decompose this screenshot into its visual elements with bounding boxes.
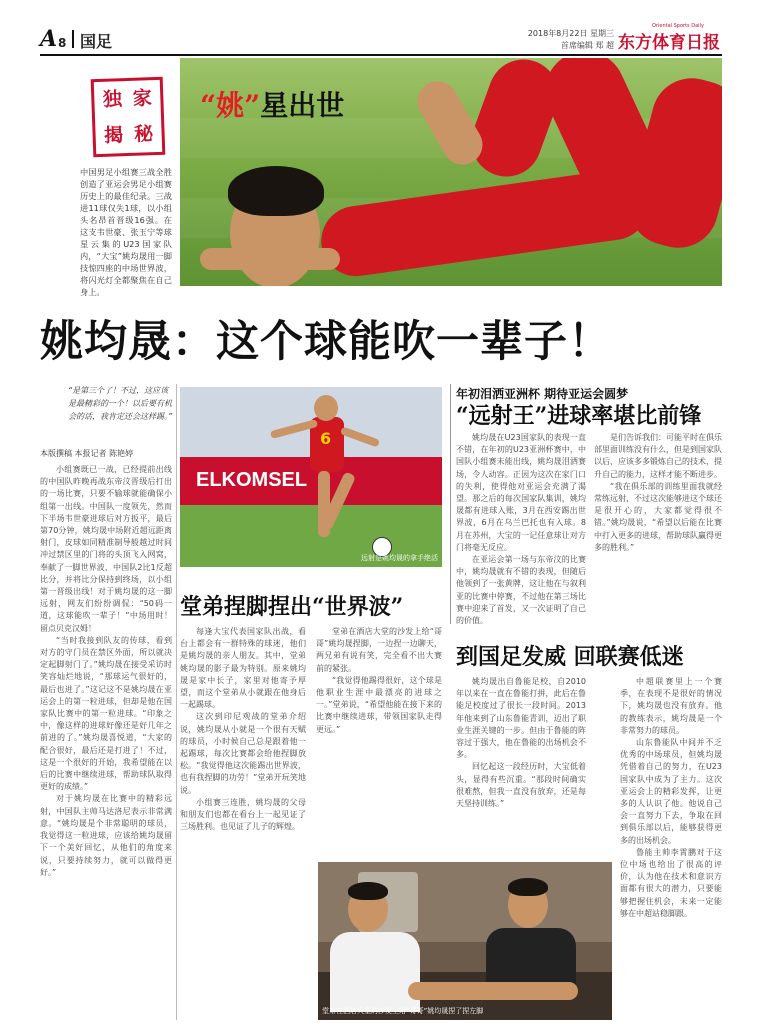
header-separator	[72, 30, 74, 48]
article-column-4b	[620, 676, 722, 1020]
section-head-cousin: 堂弟捏脚捏出“世界波”	[180, 594, 404, 620]
person-shirt	[486, 928, 576, 988]
brand-small: Oriental Sports Daily	[652, 23, 704, 29]
hero-photo	[180, 58, 722, 286]
paragraph: 姚均晟在U23国家队的表现一直不错，在年初的U23亚洲杯赛中，中国队小组赛未能出线，姚均晟泪洒赛场，令人动容。正因为这次在家门口的失利，使得他对亚运会充满了渴望。那之后的每次国家队集训，姚均晟都有进球入账，3月在西安踢出世界波，6月在乌兰巴托也有入球。8月在苏州，大宝的一记任意球让对方门将毫无反应。	[456, 433, 586, 552]
article-column-2	[180, 626, 306, 1020]
column-divider	[176, 384, 177, 1020]
paragraph: 每逢大宝代表国家队出战，看台上都会有一群特殊的球迷，他们是姚均晟的亲人朋友。其中，堂弟姚均晟的影子最为特别。原来姚均晟是家中长子，家里对他寄予厚望，而这个堂弟从小就跟在他身后一起踢球。	[180, 627, 306, 710]
paragraph: 是们告诉我们：可能平时在俱乐部里面训练没有什么，但是到国家队以后，应该多多锻炼自己的技术，提升自己的能力，这样才能不断进步。	[594, 433, 722, 479]
column-divider	[450, 384, 451, 624]
brand-logo	[618, 23, 720, 53]
paragraph: 这次到印尼观战的堂弟介绍说，姚均晟从小就是一个很有天赋的球员，小时候自己总是跟着他一起踢球，每次比赛都会给他捏脚放松。“我觉得他这次能踢出世界波，也有我捏脚的功劳！”堂弟开玩笑地说。	[180, 712, 306, 795]
editor-line: 首席编辑 郑 超	[560, 41, 614, 50]
paragraph: 中超联赛里上一个赛季，在表现不是很好的情况下，姚均晟也没有放弃。他的教练表示，姚均晟是一个非常努力的球员。	[620, 677, 722, 735]
byline: 本版撰稿 本报记者 陈艳婷	[40, 449, 134, 458]
section-head-club: 到国足发威 回联赛低迷	[456, 644, 684, 670]
paragraph: 鲁能主帅李霄鹏对于这位中场也给出了很高的评价，认为他在技术和意识方面都有很大的潜力，只要能够把握住机会，未来一定能够在中超站稳脚跟。	[620, 847, 722, 918]
header-info	[444, 28, 614, 52]
page-number: 8	[58, 36, 67, 50]
paragraph: “当时我接到队友的传球，看到对方的守门员在禁区外面，所以就决定起脚射门了。”姚均晟在接受采访时笑容灿烂地说，“那球运气很好的，最后也进了。”这记这不是姚均晟在亚运会上的第一粒进球，但却是他在国家队比赛中的第一粒进球。“印象之中，像这样的进球好像还是好几年之前进的了。”姚均晟喜悦道，“大家的配合很好，最后还是打进了！不过，这是一个很好的开始，我希望能在以后的比赛中继续进球，帮助球队取得更好的成绩。”	[40, 635, 172, 792]
intro-paragraph: 中国男足小组赛三战全胜创造了亚运会男足小组赛历史上的最佳纪录。三战进11球仅失1球，以小组头名昂首晋级16强。在这支韦世豪、张玉宁等球星云集的U23国家队内，“大宝”姚均晟用一脚技惊四座的中场世界波，将闪光灯全都聚焦在自己身上。	[80, 167, 172, 297]
player-head	[314, 395, 338, 421]
photo-caption: 堂弟在酒店大堂的沙发上给“哥哥”姚均晟捏了捏左脚	[322, 1007, 484, 1015]
sub-kicker: 年初泪洒亚洲杯 期待亚运会圆梦	[456, 387, 629, 401]
paragraph: 堂弟在酒店大堂的沙发上给“哥哥”姚均晟捏脚，一边捏一边聊天，两兄弟有说有笑，完全看不出大赛前的紧张。	[316, 627, 442, 673]
paragraph: “我在俱乐部的训练里面我就经常练远射，不过这次能够进这个球还是很开心的，大家都觉得很不错。”姚均晟说，“希望以后能在比赛中打入更多的进球，帮助球队赢得更多的胜利。”	[594, 481, 722, 552]
paragraph: 在亚运会第一场与东帝汶的比赛中，姚均晟就有不错的表现，但随后他领到了一张黄牌，这让他在与叙利亚的比赛中停赛，不过他在第三场比赛中迎来了首发，又一次证明了自己的价值。	[456, 555, 586, 626]
leg	[408, 982, 578, 1000]
hero-title-rest: 星出世	[260, 89, 345, 122]
paragraph: 小组赛既已一战，已经提前出线的中国队昨晚再战东帝汶晋级后打出的一场比赛，只要不输球就能确保小组第一出线。中国队一度领先，然而下半场韦世豪进球后对方扳平，最后第70分钟，姚均晟中场附近超远距离射门，皮球如同精准制导般越过时间冲过禁区里的门将的头顶飞入网窝，奉献了一脚世界波，中国队2比1反超比分，并将比分保持到终场，以小组第一晋级出线！对于姚均晟的这一脚远射，网友们纷纷调侃：“50码一道，这球能吹一辈子！”中场用时！留点贝克汉姆！	[40, 465, 172, 633]
paragraph: “我觉得他踢得很好，这个球是他职业生涯中最漂亮的进球之一。”堂弟说，“希望他能在接下来的比赛中继续进球，带领国家队走得更远。”	[316, 675, 442, 734]
paragraph: 小组赛三连胜，姚均晟的父母和朋友们也都在看台上一起见证了三场胜利。也见证了儿子的辉煌。	[180, 797, 306, 832]
paragraph: 姚均晟出自鲁能足校，自2010年以来在一直在鲁能打拼，此后在鲁能足校度过了很长一段时间。2013年他来到了山东鲁能青训，迈出了职业生涯关键的一步。但由于鲁能的阵容过于强大，他在鲁能的出场机会不多。	[456, 677, 586, 760]
article-column-3b	[456, 676, 586, 856]
article-column-1	[40, 464, 172, 1020]
sub-headline: “远射王”进球率堪比前锋	[456, 403, 702, 429]
article-column-2b	[316, 626, 442, 856]
person-shirt	[330, 932, 420, 1012]
stamp-char: 秘	[133, 123, 154, 146]
page-letter: A	[40, 26, 58, 52]
header-rule	[40, 54, 722, 56]
ad-board-text: ELKOMSEL	[196, 469, 308, 491]
stamp-char: 家	[132, 87, 153, 110]
photo-caption: 远射是姚均晟的拿手绝活	[361, 554, 438, 562]
lobby-photo	[318, 862, 612, 1020]
jersey-number: 6	[320, 429, 332, 448]
stamp-char: 揭	[103, 124, 124, 147]
section-name: 国足	[80, 32, 113, 51]
paragraph: 回忆起这一段经历时，大宝低着头，显得有些沉重。“那段时间确实很难熬，但我一直没有放弃，还是每天坚持训练。”	[456, 762, 586, 809]
article-column-4	[594, 432, 722, 632]
person-hair	[348, 882, 388, 900]
hero-title-name: “姚”	[200, 89, 261, 122]
exclusive-stamp	[91, 77, 166, 157]
date-line: 2018年8月22日 星期三	[527, 29, 614, 38]
paragraph: 山东鲁能队中间并不乏优秀的中场球员，但姚均晟凭借着自己的努力，在U23国家队中成为了主力。这次亚运会上的精彩发挥，让更多的人认识了他。他说自己会一直努力下去，争取在回到俱乐部以后，能够获得更多的出场机会。	[620, 738, 722, 845]
player-hair	[228, 166, 324, 216]
hero-title	[200, 84, 344, 124]
brand-name: 东方体育日报	[618, 33, 720, 53]
player-jersey	[317, 165, 654, 280]
pull-quote: “是第三个了！不过，这应该是最精彩的一个！以后要有机会的话，我肯定还会这样踢。”	[68, 386, 173, 421]
person-hair	[508, 878, 548, 896]
paragraph: 对于姚均晟在比赛中的精彩远射，中国队主帅马达洛尼表示非常满意。“姚均晟是个非常聪明的球员，我觉得这一粒进球，应该给姚均晟留下一个美好回忆，从他们的角度来说，只要持续努力，就可以做得更好。”	[40, 794, 172, 877]
action-photo	[180, 387, 442, 567]
player-arm	[200, 248, 340, 270]
stamp-char: 独	[102, 88, 123, 111]
article-column-3	[456, 432, 586, 632]
main-headline: 姚均晟：这个球能吹一辈子！	[40, 317, 612, 367]
